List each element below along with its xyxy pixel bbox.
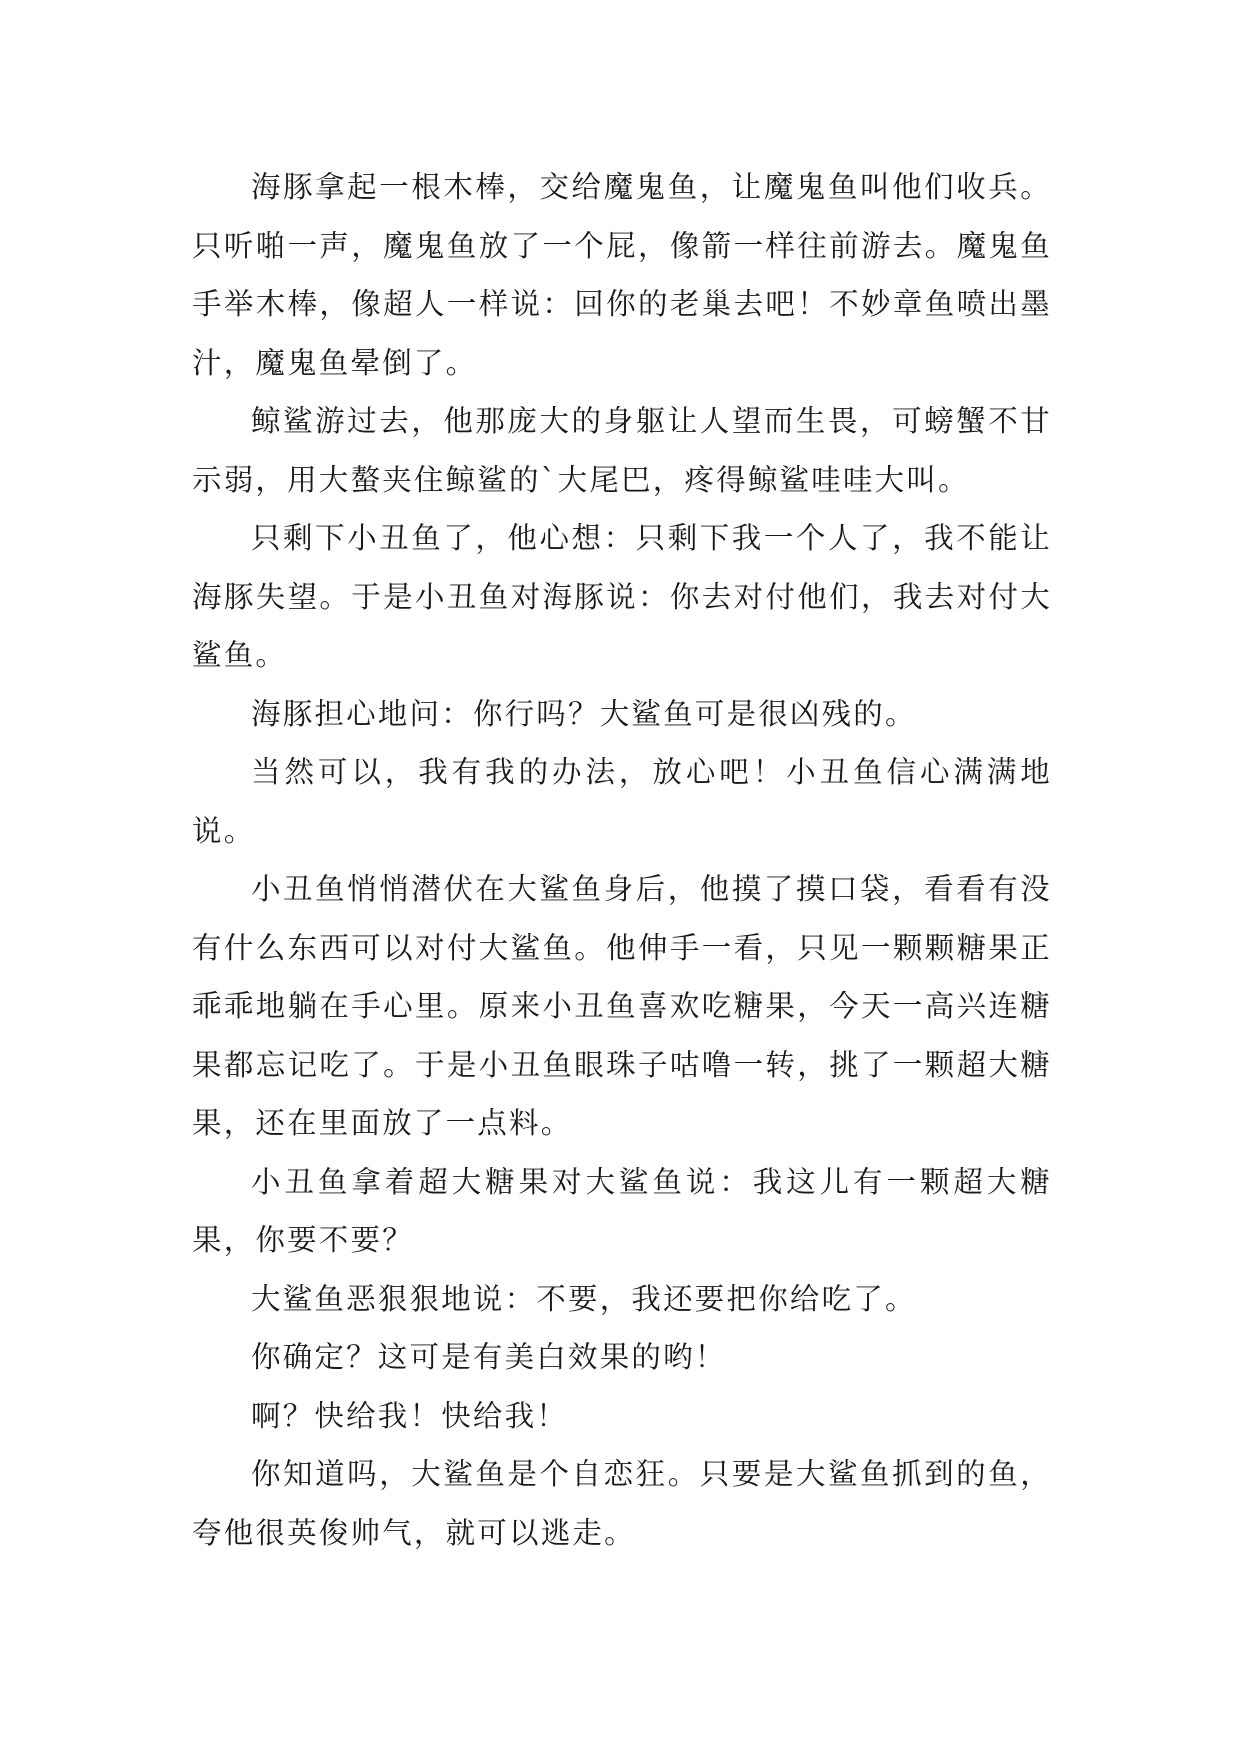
paragraph: 小丑鱼悄悄潜伏在大鲨鱼身后，他摸了摸口袋，看看有没有什么东西可以对付大鲨鱼。他伸手一看，只见一颗颗糖果正乖乖地躺在手心里。原来小丑鱼喜欢吃糖果，今天一高兴连糖果都忘记吃了。于是小丑鱼眼珠子咕噜一转，挑了一颗超大糖果，还在里面放了一点料。 xyxy=(192,872,1052,1140)
paragraph: 大鲨鱼恶狠狠地说：不要，我还要把你给吃了。 xyxy=(251,1281,917,1316)
paragraph: 啊？快给我！快给我！ xyxy=(251,1398,569,1433)
paragraph: 小丑鱼拿着超大糖果对大鲨鱼说：我这儿有一颗超大糖果，你要不要？ xyxy=(192,1164,1052,1257)
story-text xyxy=(192,158,1052,1562)
paragraph: 只剩下小丑鱼了，他心想：只剩下我一个人了，我不能让海豚失望。于是小丑鱼对海豚说：你去对付他们，我去对付大鲨鱼。 xyxy=(192,521,1052,672)
paragraph: 鲸鲨游过去，他那庞大的身躯让人望而生畏，可螃蟹不甘示弱，用大螯夹住鲸鲨的`大尾巴，疼得鲸鲨哇哇大叫。 xyxy=(192,404,1052,497)
paragraph: 你知道吗，大鲨鱼是个自恋狂。只要是大鲨鱼抓到的鱼，夸他很英俊帅气，就可以逃走。 xyxy=(192,1457,1052,1550)
paragraph: 你确定？这可是有美白效果的哟！ xyxy=(251,1340,727,1374)
paragraph: 海豚担心地问：你行吗？大鲨鱼可是很凶残的。 xyxy=(251,696,917,731)
paragraph: 当然可以，我有我的办法，放心吧！小丑鱼信心满满地说。 xyxy=(192,755,1052,848)
paragraph: 海豚拿起一根木棒，交给魔鬼鱼，让魔鬼鱼叫他们收兵。只听啪一声，魔鬼鱼放了一个屁，像箭一样往前游去。魔鬼鱼手举木棒，像超人一样说：回你的老巢去吧！不妙章鱼喷出墨汁，魔鬼鱼晕倒了。 xyxy=(192,170,1052,380)
